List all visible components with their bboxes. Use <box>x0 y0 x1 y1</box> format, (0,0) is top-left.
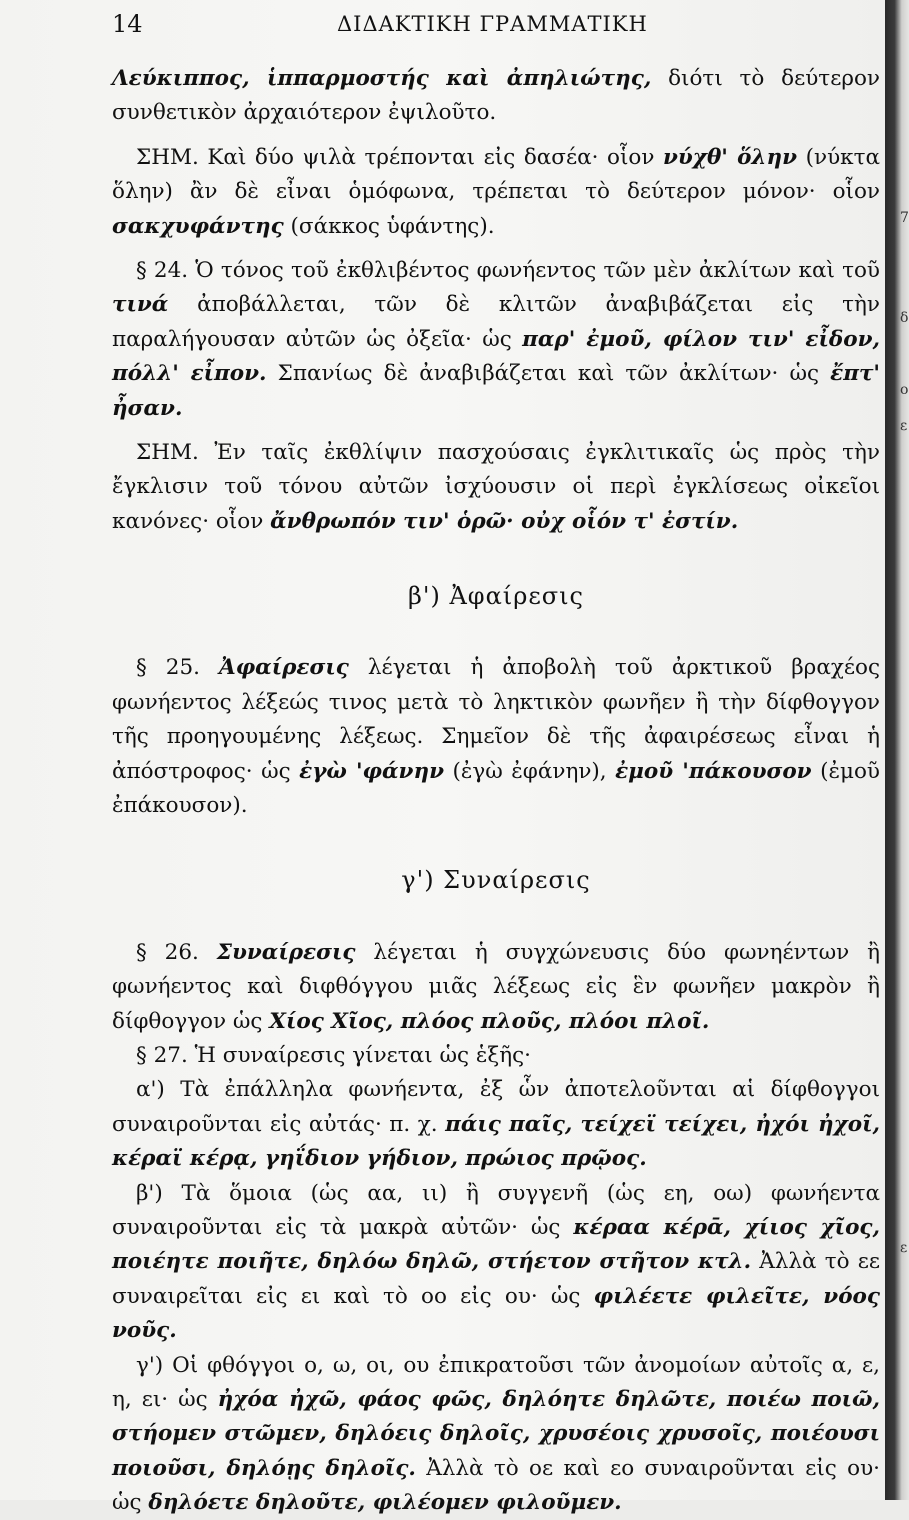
example-words: δηλόετε δηλοῦτε, φιλέομεν φιλοῦμεν. <box>148 1490 621 1515</box>
rule-text: Ἀλλὰ τὸ οε καὶ εο συναιροῦνται εἰς ου· ὡς <box>112 1456 880 1515</box>
rule-beta <box>112 1177 880 1349</box>
example-words: ἐμοῦ 'πάκουσον <box>615 759 812 784</box>
example-words: ἄνθρωπόν τιν' ὁρῶ· οὐχ οἷόν τ' ἐστίν. <box>270 509 738 534</box>
note-aspirates <box>112 141 880 244</box>
paragraph-text: λέγεται ἡ συγχώνευσις δύο φωνηέντων ἢ φωνήεντος καὶ διφθόγγου μιᾶς λέξεως εἰς ἓν φωνῆεν μακρὸν ἢ δίφθογγον ὡς <box>112 940 880 1034</box>
margin-mark: 7 <box>900 210 909 226</box>
paragraph-text: § 24. Ὁ τόνος τοῦ ἐκθλιβέντος φωνήεντος τῶν μὲν ἀκλίτων καὶ τοῦ <box>136 258 880 283</box>
example-words: νύχθ' ὅλην <box>663 145 797 170</box>
term: Ἀφαίρεσις <box>219 655 349 680</box>
paragraph-text: (ἐμοῦ ἐπάκουσον). <box>112 759 880 818</box>
example-words: ἔπτ' ἦσαν. <box>112 361 880 420</box>
note-text: (σάκκος ὑφάντης). <box>284 214 495 239</box>
running-title: ΔΙΔΑΚΤΙΚΗ ΓΡΑΜΜΑΤΙΚΗ <box>337 12 648 36</box>
paragraph-text: διότι τὸ δεύτερον συνθετικὸν ἀρχαιότερον ἐψιλοῦτο. <box>112 66 880 125</box>
paragraph-lefkippos <box>112 62 880 131</box>
margin-mark: ε <box>900 418 907 434</box>
note-text: (νύκτα ὅλην) ἂν δὲ εἶναι ὁμόφωνα, τρέπεται τὸ δεύτερον μόνον· οἷον <box>112 145 880 204</box>
section-number: § 25. <box>136 655 219 680</box>
section-27: § 27. Ἡ συναίρεσις γίνεται ὡς ἑξῆς· <box>112 1039 880 1073</box>
example-words: σακχυφάντης <box>112 214 284 239</box>
rule-text: α') Τὰ ἐπάλληλα φωνήεντα, ἐξ ὧν ἀποτελοῦνται αἱ δίφθογγοι συναιροῦνται εἰς αὐτάς· π. χ. <box>112 1077 880 1136</box>
example-words: παρ' ἐμοῦ, φίλον τιν' εἶδον, πόλλ' εἶπον. <box>112 327 880 386</box>
heading-afairesis: β') Ἀφαίρεσις <box>112 577 880 615</box>
example-words: ἠχόα ἠχῶ, φάος φῶς, δηλόητε δηλῶτε, ποιέω ποιῶ, στήομεν στῶμεν, δηλόεις δηλοῖς, χρυσέοις χρυσοῖς, ποιέουσι ποιοῦσι, δηλόῃς δηλοῖς. <box>112 1387 880 1481</box>
heading-synairesis: γ') Συναίρεσις <box>112 861 880 899</box>
margin-mark: ο <box>900 382 908 398</box>
margin-mark: δ <box>900 310 908 326</box>
section-24 <box>112 254 880 426</box>
margin-mark: ε <box>900 1240 907 1256</box>
example-words: φιλέετε φιλεῖτε, νόος νοῦς. <box>112 1284 880 1343</box>
paragraph-text: (ἐγὼ ἐφάνην), <box>444 759 615 784</box>
example-words: ἐγὼ 'φάνην <box>299 759 444 784</box>
paragraph-text: ἀποβάλλεται, τῶν δὲ κλιτῶν ἀναβιβάζεται εἰς τὴν παραλήγουσαν αὐτῶν ὡς ὀξεῖα· ὡς <box>112 292 880 351</box>
section-number: § 26. <box>136 940 217 965</box>
rule-text: Ἀλλὰ τὸ εε συναιρεῖται εἰς ει καὶ τὸ οο εἰς ου· ὡς <box>112 1249 880 1308</box>
note-text: ΣΗΜ. Καὶ δύο ψιλὰ τρέπονται εἰς δασέα· οἷον <box>136 145 663 170</box>
running-header <box>112 10 855 44</box>
example-words: κέραα κέρᾱ, χίιος χῖος, ποιέητε ποιῆτε, δηλόω δηλῶ, στήετον στῆτον κτλ. <box>112 1215 880 1274</box>
page-body <box>112 62 880 1520</box>
note-enclitics <box>112 436 880 539</box>
section-25 <box>112 651 880 823</box>
page-number: 14 <box>112 10 143 38</box>
rule-text: γ') Οἱ φθόγγοι ο, ω, οι, ου ἐπικρατοῦσι τῶν ἀνομοίων αὐτοῖς α, ε, η, ει· ὡς <box>112 1353 880 1412</box>
example-words: Χίος Χῖος, πλόος πλοῦς, πλόοι πλοῖ. <box>269 1009 709 1034</box>
paragraph-text: Σπανίως δὲ ἀναβιβάζεται καὶ τῶν ἀκλίτων· ὡς <box>267 361 831 386</box>
rule-alpha <box>112 1073 880 1176</box>
section-26 <box>112 936 880 1039</box>
term: Συναίρεσις <box>217 940 356 965</box>
example-words: πάις παῖς, τείχεϊ τείχει, ἠχόι ἠχοῖ, κέραϊ κέρᾳ, γηΐδιον γήδιον, πρώιος πρῷος. <box>112 1112 880 1171</box>
example-words: Λεύκιππος, ἱππαρμοστής καὶ ἀπηλιώτης, <box>112 66 651 91</box>
rule-text: β') Τὰ ὅμοια (ὡς αα, ιι) ἢ συγγενῆ (ὡς εη, οω) φωνήεντα συναιροῦνται εἰς τὰ μακρὰ αὐτῶν· ὡς <box>112 1181 880 1240</box>
example-words: τινά <box>112 292 168 317</box>
paragraph-text: λέγεται ἡ ἀποβολὴ τοῦ ἀρκτικοῦ βραχέος φωνήεντος λέξεώς τινος μετὰ τὸ ληκτικὸν φωνῆεν ἢ τὴν δίφθογγον τῆς προηγουμένης λέξεως. Σημεῖον δὲ τῆς ἀφαιρέσεως εἶναι ἡ ἀπόστροφος· ὡς <box>112 655 880 783</box>
note-text: ΣΗΜ. Ἐν ταῖς ἐκθλίψιν πασχούσαις ἐγκλιτικαῖς ὡς πρὸς τὴν ἔγκλισιν τοῦ τόνου αὐτῶν ἰσχύουσιν οἱ περὶ ἐγκλίσεως οἰκεῖοι κανόνες· οἷον <box>112 440 880 534</box>
rule-gamma <box>112 1349 880 1520</box>
